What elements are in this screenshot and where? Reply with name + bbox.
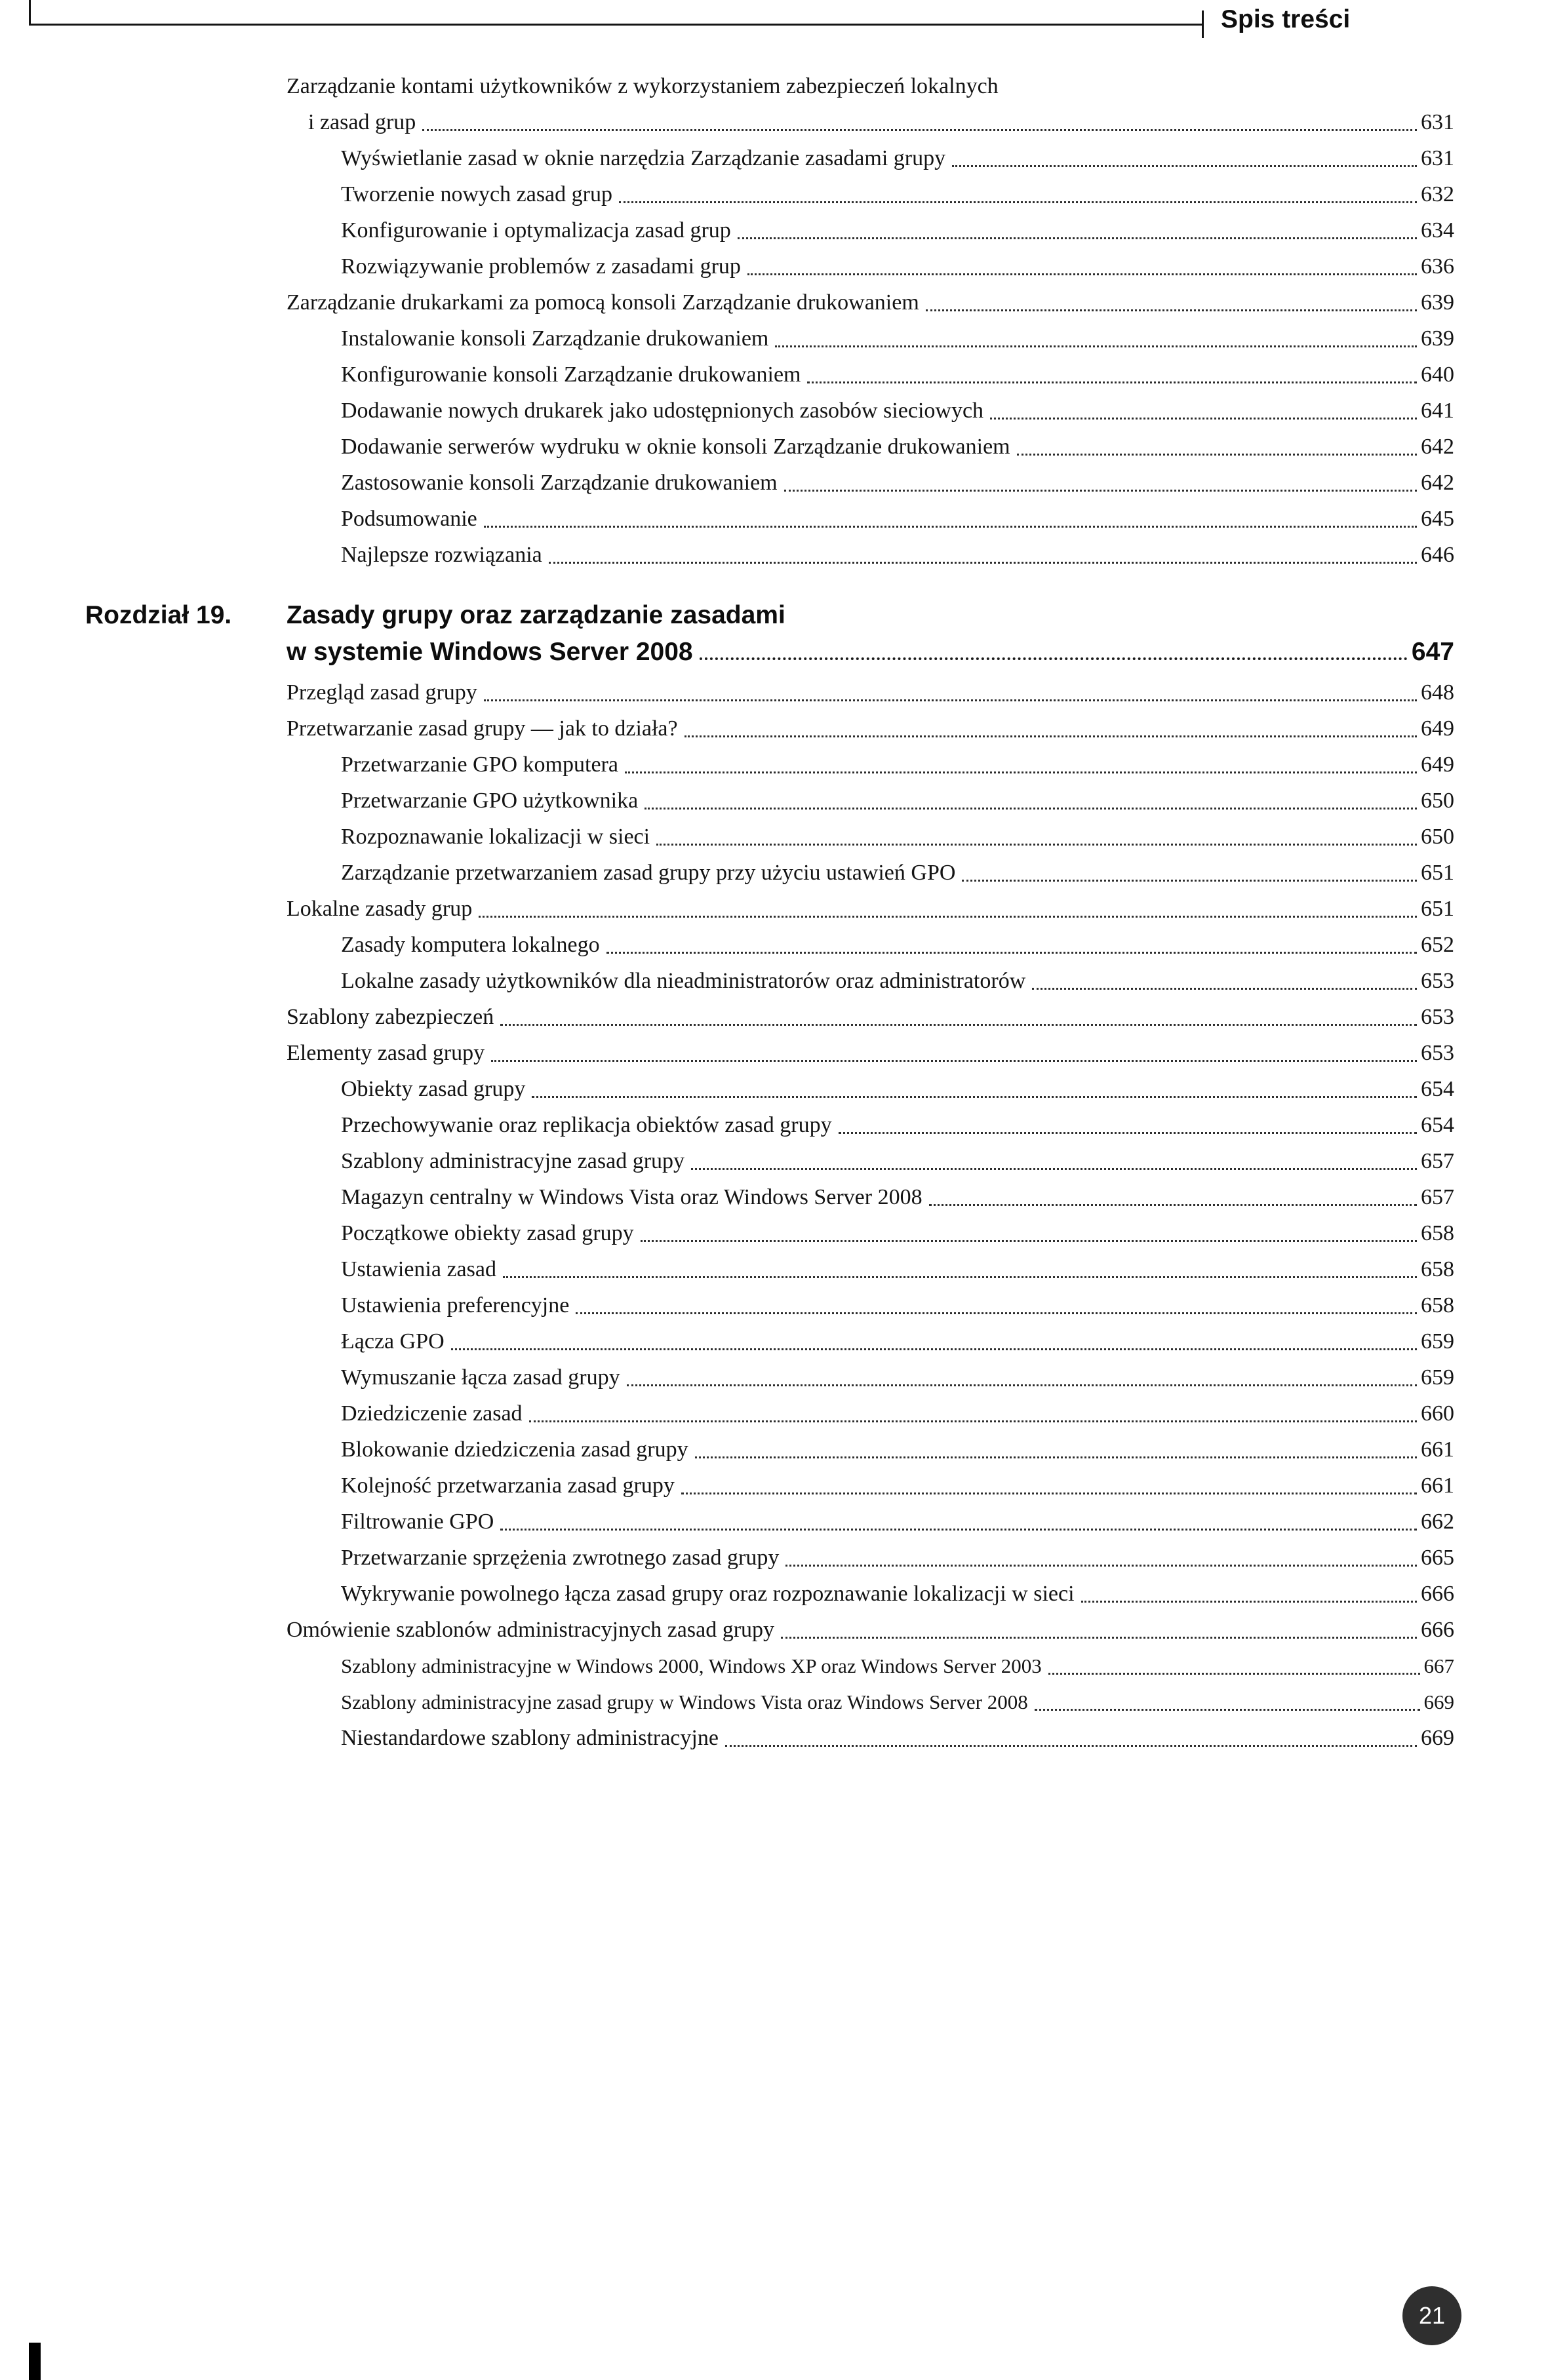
dot-leader [781, 1637, 1417, 1639]
toc-entry [85, 1576, 1454, 1612]
toc-entry-row [341, 747, 1454, 783]
dot-leader [990, 418, 1417, 419]
toc-page-number: 651 [1421, 861, 1454, 885]
toc-entry-row [341, 140, 1454, 176]
toc-entry-text: Łącza GPO [341, 1329, 445, 1354]
toc-page-number: 649 [1421, 716, 1454, 741]
toc-entry-row [341, 537, 1454, 573]
toc-entry [85, 1612, 1454, 1648]
dot-leader [807, 381, 1417, 383]
toc-entry-row [341, 1540, 1454, 1576]
dot-leader [784, 490, 1417, 492]
toc-page-number: 662 [1421, 1510, 1454, 1534]
dot-leader [681, 1492, 1417, 1494]
toc-entry [85, 393, 1454, 429]
dot-leader [625, 771, 1417, 773]
toc-entry-row [341, 393, 1454, 429]
toc-chapter-heading [85, 597, 1454, 671]
toc-entry [85, 429, 1454, 465]
toc-entry-row [287, 891, 1454, 927]
toc-entry-row [341, 1504, 1454, 1540]
toc-page-number: 639 [1421, 290, 1454, 315]
toc-page-number: 648 [1421, 680, 1454, 705]
toc-entry-text: Ustawienia zasad [341, 1257, 496, 1281]
toc-page-number: 652 [1421, 933, 1454, 957]
toc-page-number: 658 [1421, 1257, 1454, 1281]
toc-entry-text: Wyświetlanie zasad w oknie narzędzia Zarządzanie zasadami grupy [341, 146, 946, 170]
toc-page-number: 642 [1421, 435, 1454, 459]
dot-leader [656, 844, 1417, 846]
toc-entry-text: Przechowywanie oraz replikacja obiektów zasad grupy [341, 1113, 832, 1137]
toc-entry [85, 1648, 1454, 1684]
page-number-badge [1402, 2286, 1461, 2345]
toc-page-number: 669 [1423, 1690, 1454, 1713]
toc-entry-row [341, 1720, 1454, 1756]
toc-entry-text: Przetwarzanie GPO użytkownika [341, 789, 639, 813]
toc-entry-row [341, 429, 1454, 465]
toc-entry [85, 927, 1454, 963]
toc-entry-row [341, 248, 1454, 284]
dot-leader [479, 916, 1417, 918]
toc-entry [85, 711, 1454, 747]
chapter-title-line1: Zasady grupy oraz zarządzanie zasadami [287, 601, 785, 629]
toc-entry [85, 1035, 1454, 1071]
toc-page-number: 658 [1421, 1293, 1454, 1317]
toc-entry [85, 248, 1454, 284]
toc-entry-row [341, 1468, 1454, 1504]
toc-page-number: 653 [1421, 969, 1454, 993]
toc-entry-row [341, 321, 1454, 357]
toc-entry-text: Dodawanie serwerów wydruku w oknie konsoli Zarządzanie drukowaniem [341, 435, 1010, 459]
toc-entry-row [341, 501, 1454, 537]
toc-entry-text: Obiekty zasad grupy [341, 1077, 526, 1101]
toc-page-number: 650 [1421, 825, 1454, 849]
toc-entry-text: Konfigurowanie konsoli Zarządzanie drukowaniem [341, 362, 801, 387]
toc-entry [85, 1504, 1454, 1540]
toc-entry-row [287, 1612, 1454, 1648]
toc-page-number: 641 [1421, 399, 1454, 423]
dot-leader [962, 880, 1417, 882]
toc-entry-text: Omówienie szablonów administracyjnych zasad grupy [287, 1618, 775, 1642]
chapter-number-label: Rozdział 19. [85, 601, 232, 629]
toc-page-number: 659 [1421, 1329, 1454, 1354]
toc-entry-row [341, 1179, 1454, 1215]
toc-entry-row [341, 1071, 1454, 1107]
toc-entry-row [341, 963, 1454, 999]
toc-list [85, 68, 1454, 1756]
dot-leader [738, 237, 1417, 239]
toc-entry [85, 819, 1454, 855]
dot-leader [1017, 454, 1417, 456]
toc-page-number: 645 [1421, 507, 1454, 531]
toc-entry [85, 1684, 1454, 1720]
dot-leader [1048, 1673, 1420, 1675]
dot-leader [695, 1456, 1417, 1458]
toc-page-number: 665 [1421, 1546, 1454, 1570]
toc-entry-row [341, 927, 1454, 963]
toc-entry-row [341, 1287, 1454, 1323]
toc-entry-text: Podsumowanie [341, 507, 477, 531]
toc-entry [85, 783, 1454, 819]
toc-page-number: 661 [1421, 1473, 1454, 1498]
toc-entry-row [341, 1323, 1454, 1359]
toc-page-number: 653 [1421, 1005, 1454, 1029]
toc-entry-text: Kolejność przetwarzania zasad grupy [341, 1473, 675, 1498]
toc-entry-text: Konfigurowanie i optymalizacja zasad grup [341, 218, 731, 243]
toc-entry [85, 999, 1454, 1035]
toc-entry-row [341, 1143, 1454, 1179]
dot-leader [1035, 1709, 1420, 1711]
top-left-corner-rule [29, 0, 31, 26]
toc-page-number: 632 [1421, 182, 1454, 206]
toc-page-number: 667 [1423, 1654, 1454, 1677]
toc-page-number: 634 [1421, 218, 1454, 243]
toc-entry-text: Instalowanie konsoli Zarządzanie drukowaniem [341, 326, 769, 351]
dot-leader [627, 1384, 1417, 1386]
toc-entry-text: Wymuszanie łącza zasad grupy [341, 1365, 620, 1390]
toc-entry-text: Elementy zasad grupy [287, 1041, 485, 1065]
toc-entry-row [341, 465, 1454, 501]
toc-entry [85, 1251, 1454, 1287]
toc-entry [85, 176, 1454, 212]
dot-leader [484, 699, 1417, 701]
toc-page-number: 661 [1421, 1437, 1454, 1462]
dot-leader [775, 345, 1417, 347]
toc-entry-row [341, 819, 1454, 855]
dot-leader [685, 735, 1417, 737]
toc-entry-text: Blokowanie dziedziczenia zasad grupy [341, 1437, 688, 1462]
toc-entry-text: Tworzenie nowych zasad grup [341, 182, 612, 206]
toc-page-number: 657 [1421, 1185, 1454, 1209]
dot-leader [1081, 1601, 1417, 1603]
toc-entry-text: Przegląd zasad grupy [287, 680, 477, 705]
toc-entry [85, 212, 1454, 248]
page-edge-tab [29, 2343, 41, 2380]
toc-entry [85, 1071, 1454, 1107]
toc-entry-text: Rozwiązywanie problemów z zasadami grup [341, 254, 741, 279]
toc-entry-text: Szablony zabezpieczeń [287, 1005, 494, 1029]
toc-page-number: 659 [1421, 1365, 1454, 1390]
toc-entry-row [341, 1395, 1454, 1432]
chapter-heading-line [85, 597, 1454, 634]
toc-entry [85, 1540, 1454, 1576]
toc-entry [85, 674, 1454, 711]
page-number: 21 [1418, 2302, 1446, 2329]
toc-entry-text: Zasady komputera lokalnego [341, 933, 600, 957]
toc-entry [85, 747, 1454, 783]
toc-entry-row [341, 1359, 1454, 1395]
toc-entry [85, 1107, 1454, 1143]
toc-entry [85, 1323, 1454, 1359]
toc-entry-row [287, 711, 1454, 747]
toc-entry-text: Szablony administracyjne zasad grupy [341, 1149, 685, 1173]
toc-entry-text: Dziedziczenie zasad [341, 1401, 523, 1426]
page-header-title: Spis treści [1221, 5, 1351, 33]
dot-leader [929, 1204, 1417, 1206]
toc-entry [85, 855, 1454, 891]
toc-page-number: 649 [1421, 752, 1454, 777]
toc-entry-text: Przetwarzanie sprzężenia zwrotnego zasad grupy [341, 1546, 780, 1570]
dot-leader [500, 1024, 1417, 1026]
toc-entry-text: Zarządzanie kontami użytkowników z wykorzystaniem zabezpieczeń lokalnych [287, 74, 999, 98]
toc-page-number: 631 [1421, 110, 1454, 134]
toc-entry-row [341, 1432, 1454, 1468]
dot-leader [1032, 988, 1417, 990]
toc-page-number: 666 [1421, 1618, 1454, 1642]
toc-entry-row [341, 1684, 1454, 1720]
toc-entry-text: Filtrowanie GPO [341, 1510, 494, 1534]
toc-entry-row [341, 855, 1454, 891]
toc-entry-text: Rozpoznawanie lokalizacji w sieci [341, 825, 650, 849]
toc-entry-text: Lokalne zasady grup [287, 897, 473, 921]
toc-entry-row [341, 1215, 1454, 1251]
toc-page-number: 636 [1421, 254, 1454, 279]
toc-entry-row [341, 212, 1454, 248]
chapter-title-line2: w systemie Windows Server 2008 [287, 638, 693, 666]
toc-entry [85, 284, 1454, 321]
toc-page-number: 657 [1421, 1149, 1454, 1173]
toc-page-number: 646 [1421, 543, 1454, 567]
chapter-heading-line [85, 634, 1454, 671]
toc-entry [85, 963, 1454, 999]
toc-entry-text: Wykrywanie powolnego łącza zasad grupy oraz rozpoznawanie lokalizacji w sieci [341, 1582, 1075, 1606]
toc-page-number: 654 [1421, 1077, 1454, 1101]
toc-entry-row [341, 1576, 1454, 1612]
header-rule-tick [1202, 10, 1204, 38]
toc-page-number: 639 [1421, 326, 1454, 351]
dot-leader [529, 1420, 1417, 1422]
toc-entry [85, 465, 1454, 501]
toc-entry [85, 1432, 1454, 1468]
dot-leader [700, 657, 1408, 660]
dot-leader [747, 273, 1417, 275]
dot-leader [532, 1096, 1417, 1098]
dot-leader [619, 201, 1417, 203]
toc-entry-row [341, 1107, 1454, 1143]
dot-leader [503, 1276, 1417, 1278]
dot-leader [422, 129, 1417, 131]
dot-leader [641, 1240, 1417, 1242]
toc-entry-text: Ustawienia preferencyjne [341, 1293, 570, 1317]
toc-entry-text: Dodawanie nowych drukarek jako udostępnionych zasobów sieciowych [341, 399, 984, 423]
toc-entry [85, 1395, 1454, 1432]
dot-leader [725, 1745, 1417, 1747]
toc-entry [85, 1179, 1454, 1215]
toc-entry [85, 68, 1454, 140]
toc-page-number: 669 [1421, 1726, 1454, 1750]
toc-entry-row [287, 999, 1454, 1035]
toc-entry [85, 321, 1454, 357]
chapter-page-number: 647 [1411, 638, 1454, 666]
dot-leader [691, 1168, 1417, 1170]
dot-leader [785, 1565, 1417, 1567]
toc-entry-text: Najlepsze rozwiązania [341, 543, 542, 567]
toc-entry-row [287, 1035, 1454, 1071]
dot-leader [500, 1529, 1417, 1531]
toc-page-number: 658 [1421, 1221, 1454, 1245]
toc-entry-row [341, 357, 1454, 393]
dot-leader [549, 562, 1417, 564]
toc-entry-row [341, 1648, 1454, 1684]
toc-entry-text: Szablony administracyjne zasad grupy w Windows Vista oraz Windows Server 2008 [341, 1690, 1028, 1713]
toc-entry [85, 140, 1454, 176]
toc-page-number: 660 [1421, 1401, 1454, 1426]
toc-entry [85, 501, 1454, 537]
toc-page-number: 666 [1421, 1582, 1454, 1606]
dot-leader [576, 1312, 1417, 1314]
toc-entry-text: Zastosowanie konsoli Zarządzanie drukowaniem [341, 471, 778, 495]
toc-page-number: 653 [1421, 1041, 1454, 1065]
toc-entry [85, 1468, 1454, 1504]
toc-entry [85, 357, 1454, 393]
dot-leader [606, 952, 1417, 954]
toc-entry [85, 1287, 1454, 1323]
toc-entry [85, 1143, 1454, 1179]
toc-entry-row [341, 1251, 1454, 1287]
toc-entry [85, 1215, 1454, 1251]
header-rule [29, 24, 1202, 26]
dot-leader [645, 808, 1417, 810]
toc-entry [85, 1720, 1454, 1756]
toc-page-number: 640 [1421, 362, 1454, 387]
toc-entry-text: Początkowe obiekty zasad grupy [341, 1221, 634, 1245]
toc-entry-text: Zarządzanie przetwarzaniem zasad grupy przy użyciu ustawień GPO [341, 861, 956, 885]
toc-entry-text: Przetwarzanie GPO komputera [341, 752, 618, 777]
toc-page-number: 631 [1421, 146, 1454, 170]
toc-entry-row [287, 104, 1454, 140]
toc-entry-text: Lokalne zasady użytkowników dla nieadministratorów oraz administratorów [341, 969, 1026, 993]
toc-entry-text: Niestandardowe szablony administracyjne [341, 1726, 719, 1750]
dot-leader [952, 165, 1417, 167]
toc-entry [85, 537, 1454, 573]
dot-leader [839, 1132, 1417, 1134]
toc-page-number: 642 [1421, 471, 1454, 495]
toc-entry [85, 891, 1454, 927]
dot-leader [484, 526, 1417, 528]
toc-entry-row [341, 783, 1454, 819]
dot-leader [491, 1060, 1417, 1062]
toc-entry-text: i zasad grup [308, 110, 416, 134]
toc-entry-text: Magazyn centralny w Windows Vista oraz Windows Server 2008 [341, 1185, 923, 1209]
toc-entry-row [287, 284, 1454, 321]
toc-entry [85, 1359, 1454, 1395]
toc-entry-row [287, 674, 1454, 711]
toc-entry-text: Szablony administracyjne w Windows 2000, Windows XP oraz Windows Server 2003 [341, 1654, 1042, 1677]
toc-entry-text: Przetwarzanie zasad grupy — jak to działa? [287, 716, 678, 741]
toc-page-number: 650 [1421, 789, 1454, 813]
toc-page-number: 651 [1421, 897, 1454, 921]
toc-entry-row [341, 176, 1454, 212]
dot-leader [451, 1348, 1417, 1350]
toc-page-number: 654 [1421, 1113, 1454, 1137]
toc-entry-text: Zarządzanie drukarkami za pomocą konsoli Zarządzanie drukowaniem [287, 290, 919, 315]
dot-leader [926, 309, 1417, 311]
